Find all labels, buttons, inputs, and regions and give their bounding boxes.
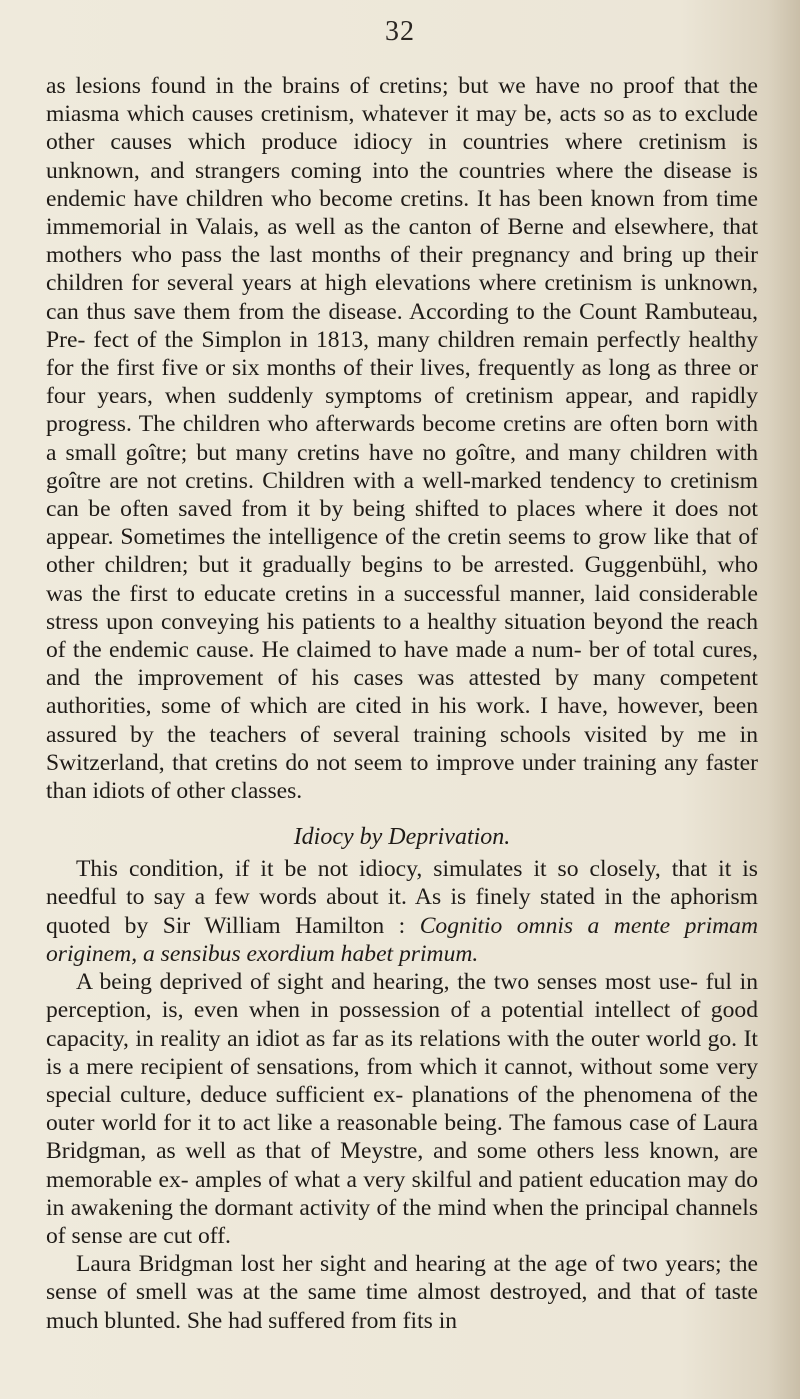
paragraph-sensory-deprivation: A being deprived of sight and hearing, the two senses most use- ful in perception, is, even when in possession of a potential intellect of good capacity, in reality an idiot as far as its relations with the outer world go. It is a mere recipient of sensations, from which it cannot, without some very special culture, deduce sufficient ex- planations of the phenomena of the outer world for it to act like a reasonable being. The famous case of Laura Bridgman, as well as that of Meystre, and some others less known, are memorable ex- amples of what a very skilful and patient education may do in awakening the dormant activity of the mind when the principal channels of sense are cut off. [46, 969, 758, 1249]
paragraph-laura-bridgman: Laura Bridgman lost her sight and hearing at the age of two years; the sense of smell was at the same time almost destroyed, and that of taste much blunted. She had suffered from fits in [46, 1251, 758, 1334]
latin-aphorism: Cognitio omnis a mente primam originem, a sensibus exordium habet primum. [46, 912, 758, 967]
paragraph-deprivation-text: This condition, if it be not idiocy, simulates it so closely, that it is needful to say a few words about it. As is finely stated in the aphorism quoted by Sir William Hamilton : [46, 856, 758, 939]
section-heading: Idiocy by Deprivation. [293, 824, 511, 851]
section-gap [46, 805, 758, 813]
body-text [46, 72, 758, 1335]
paragraph-deprivation-intro [46, 855, 758, 968]
paragraph-cretinism: as lesions found in the brains of cretins; but we have no proof that the miasma which causes cretinism, whatever it may be, acts so as to exclude other causes which produce idiocy in countries where cretinism is unknown, and strangers coming into the countries where the disease is endemic have children who become cretins. It has been known from time immemorial in Valais, as well as the canton of Berne and elsewhere, that mothers who pass the last months of their pregnancy and bring up their children for several years at high elevations where cretinism is unknown, can thus save them from the disease. According to the Count Rambuteau, Pre- fect of the Simplon in 1813, many children remain perfectly healthy for the first five or six months of their lives, frequently as long as three or four years, when suddenly symptoms of cretinism appear, and rapidly progress. The children who afterwards become cretins are often born with a small goître; but many cretins have no goître, and many children with goître are not cretins. Children with a well-marked tendency to cretinism can be often saved from it by being shifted to places where it does not appear. Sometimes the intelligence of the cretin seems to grow like that of other children; but it gradually begins to be arrested. Guggenbühl, who was the first to educate cretins in a successful manner, laid considerable stress upon conveying his patients to a healthy situation beyond the reach of the endemic cause. He claimed to have made a num- ber of total cures, and the improvement of his cases was attested by many competent authorities, some of which are cited in his work. I have, however, been assured by the teachers of several training schools visited by me in Switzerland, that cretins do not seem to improve under training any faster than idiots of other classes. [46, 73, 758, 805]
page-number: 32 [385, 16, 415, 47]
